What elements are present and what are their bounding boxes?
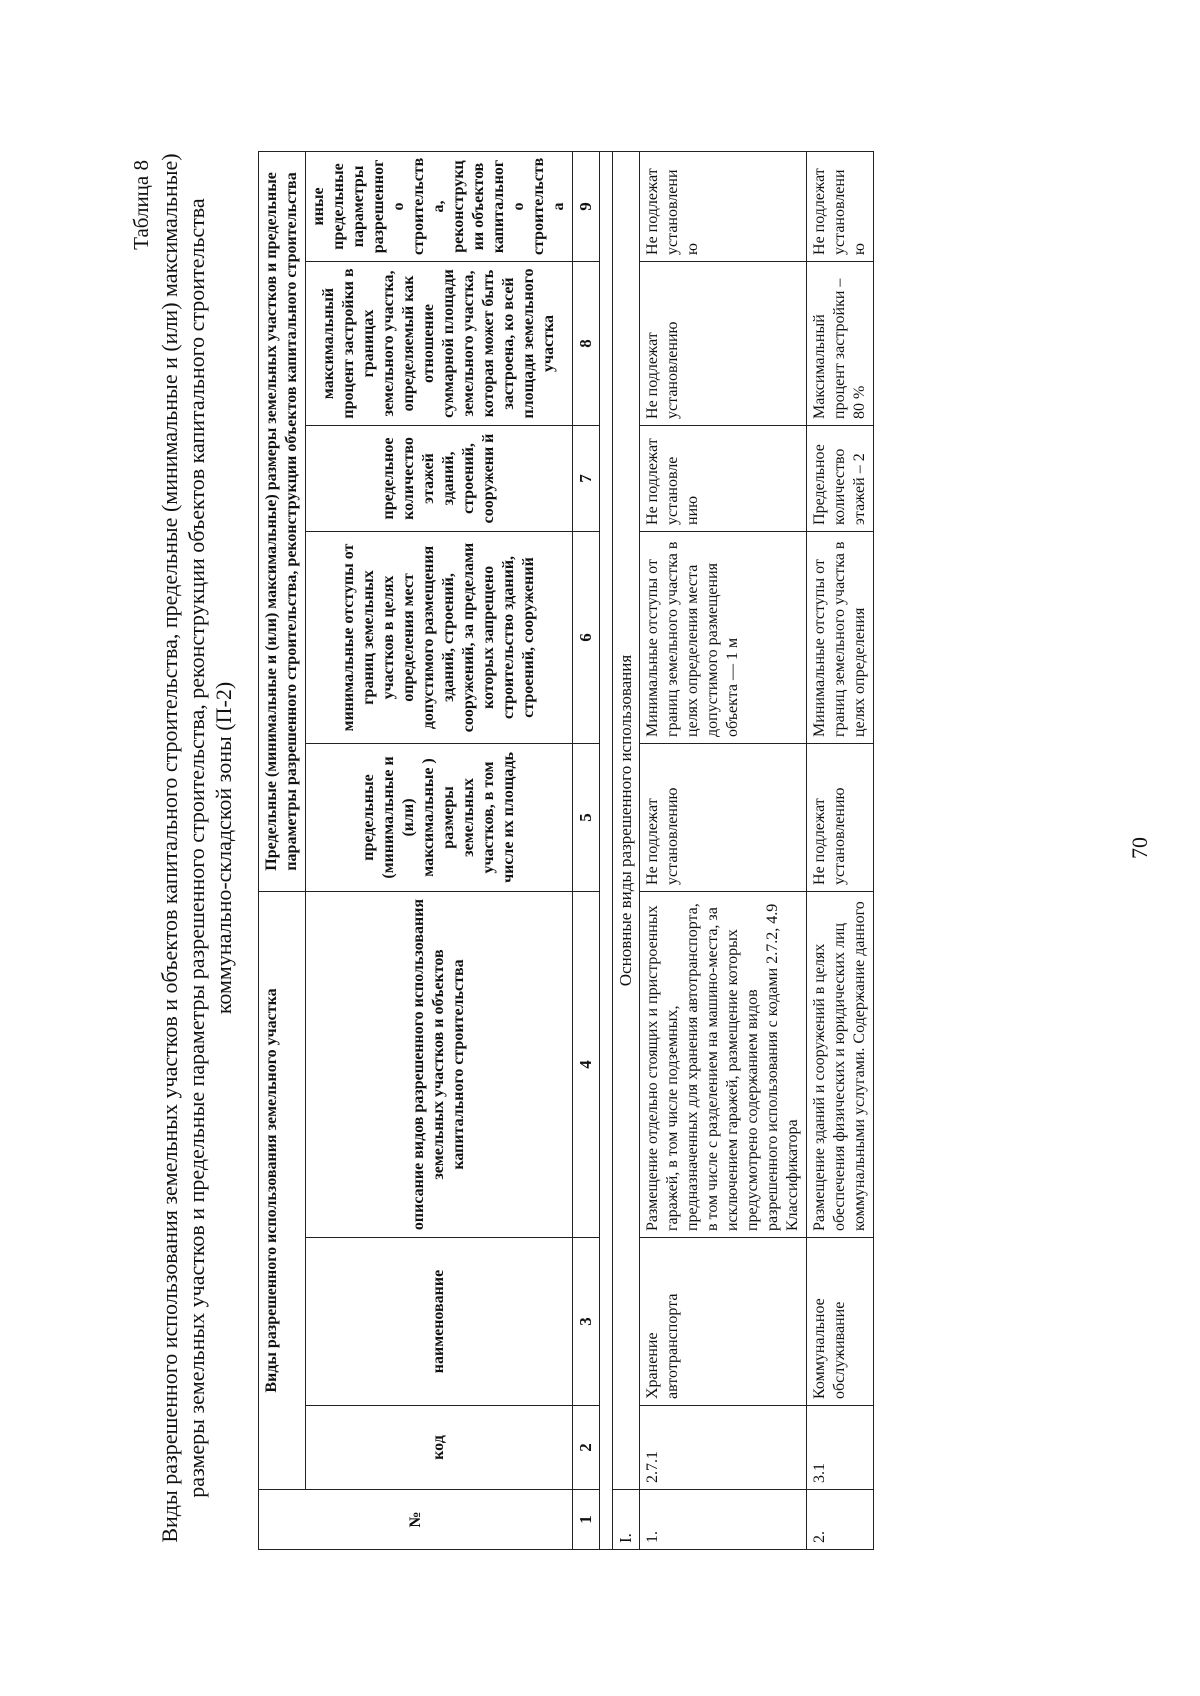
row-description: Размещение отдельно стоящих и пристроенных гаражей, в том числе подземных, предназначенных для хранения автотранспорта, в том числе с разделением на машино-места, за исключением гаражей, размещение которых предусмотрено содержанием видов разрешенного использования с кодами 2.7.2, 4.9 Классификатора — [640, 891, 807, 1237]
section-title: Основные виды разрешенного использования — [613, 151, 640, 1489]
row-description: Размещение зданий и сооружений в целях обеспечения физических и юридических лиц коммунальными услугами. Содержание данного — [807, 891, 874, 1237]
header-description: описание видов разрешенного использования земельных участков и объектов капитального строительства — [306, 891, 573, 1237]
page-number: 70 — [1127, 837, 1152, 859]
row-setbacks: Минимальные отступы от границ земельного участка в целях определения — [807, 531, 874, 743]
header-other: иные предельные параметры разрешенног о строительств а, реконструкц ии объектов капитальног о строительств а — [306, 151, 573, 261]
row-coverage: Максимальный процент застройки – 80 % — [807, 261, 874, 425]
row-plot-size: Не подлежат установлению — [807, 743, 874, 891]
row-floors: Не подлежат установле нию — [640, 425, 807, 531]
table-label: Таблица 8 — [129, 160, 153, 250]
spacer-row — [600, 151, 613, 1549]
row-name: Коммунальное обслуживание — [807, 1238, 874, 1406]
row-coverage: Не подлежат установлению — [640, 261, 807, 425]
column-number: 6 — [573, 531, 600, 743]
column-number: 8 — [573, 261, 600, 425]
column-number: 4 — [573, 891, 600, 1237]
row-code: 3.1 — [807, 1406, 874, 1490]
row-other: Не подлежат установлени ю — [807, 151, 874, 261]
table-row — [807, 151, 874, 1549]
column-number: 7 — [573, 425, 600, 531]
zoning-table — [258, 151, 874, 1550]
header-code: код — [306, 1406, 573, 1490]
column-number: 2 — [573, 1406, 600, 1490]
row-no: 1. — [640, 1490, 807, 1550]
row-name: Хранение автотранспорта — [640, 1238, 807, 1406]
row-setbacks: Минимальные отступы от границ земельного участка в целях определения места допустимого размещения объекта — 1 м — [640, 531, 807, 743]
header-group-use: Виды разрешенного использования земельного участка — [259, 891, 306, 1489]
section-number: I. — [613, 1490, 640, 1550]
row-no: 2. — [807, 1490, 874, 1550]
row-plot-size: Не подлежат установлению — [640, 743, 807, 891]
header-plot-size: предельные (минимальные и (или) максимальные ) размеры земельных участков, в том числе их площадь — [306, 743, 573, 891]
header-floors: предельное количество этажей зданий, строений, сооружени й — [306, 425, 573, 531]
header-group-params: Предельные (минимальные и (или) максимальные) размеры земельных участков и предельные параметры разрешенного строительства, реконструкции объектов капитального строительства — [259, 151, 306, 891]
header-coverage: максимальный процент застройки в границах земельного участка, определяемый как отношение суммарной площади земельного участка, которая может быть застроена, ко всей площади земельного участка — [306, 261, 573, 425]
header-no: № — [259, 1490, 573, 1550]
page-title: Виды разрешенного использования земельных участков и объектов капитального строительства, предельные (минимальные и (или) максимальные) размеры земельных участков и предельные параметры разрешенного строительства, реконструкции объектов капитального строительства коммунально-складской зоны (П-2) — [157, 153, 236, 1543]
row-code: 2.7.1 — [640, 1406, 807, 1490]
header-name: наименование — [306, 1238, 573, 1406]
column-number: 9 — [573, 151, 600, 261]
row-floors: Предельное количество этажей – 2 — [807, 425, 874, 531]
column-number: 1 — [573, 1490, 600, 1550]
table-row — [640, 151, 807, 1549]
row-other: Не подлежат установлени ю — [640, 151, 807, 261]
column-number: 3 — [573, 1238, 600, 1406]
header-setbacks: минимальные отступы от границ земельных участков в целях определения мест допустимого размещения зданий, строений, сооружений, за пределами которых запрещено строительство зданий, строений, сооружений — [306, 531, 573, 743]
column-number: 5 — [573, 743, 600, 891]
